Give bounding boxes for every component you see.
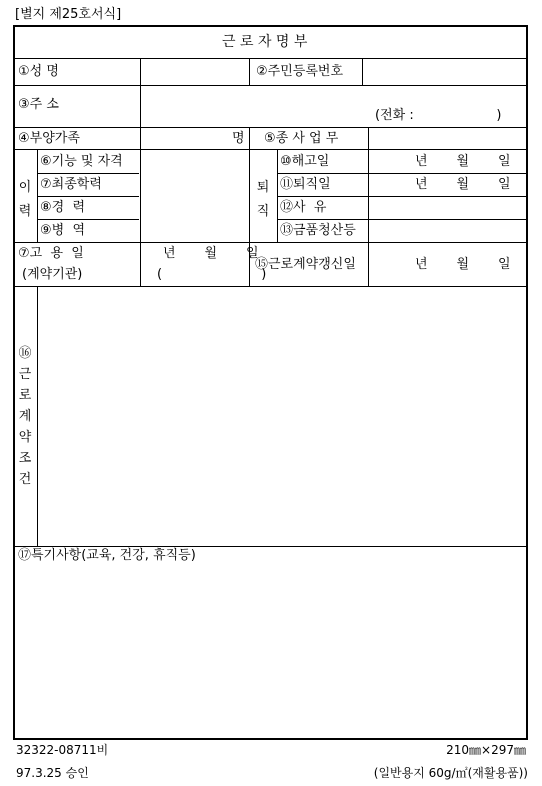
- military-label: ⑨병 역: [40, 223, 86, 238]
- col-divider: [249, 127, 250, 287]
- row-divider: [14, 286, 528, 287]
- paper-size: 210㎜×297㎜: [446, 743, 526, 757]
- job-label: ⑤종 사 업 무: [264, 131, 339, 146]
- col-divider: [368, 149, 369, 243]
- row-divider: [14, 58, 528, 59]
- hire-date-label: ⑦고 용 일: [18, 246, 84, 261]
- dismissal-date: 년 월 일: [415, 154, 511, 169]
- settlement-label: ⑬금품청산등: [280, 223, 356, 238]
- col-divider: [368, 127, 369, 150]
- rrn-label: ②주민등록번호: [256, 64, 344, 79]
- retire-date: 년 월 일: [415, 177, 511, 192]
- row-divider: [14, 242, 528, 243]
- row-divider: [14, 149, 528, 150]
- hire-date-value: 년 월 일: [163, 246, 259, 261]
- row-divider: [277, 173, 528, 174]
- row-divider: [14, 85, 528, 86]
- row-divider: [14, 127, 528, 128]
- conditions-label: ⑯근로계약조건: [18, 346, 32, 487]
- career-group-label: 이 력: [18, 180, 32, 219]
- address-label: ③주 소: [18, 97, 59, 112]
- dependents-unit: 명: [232, 131, 245, 146]
- hire-agency-label: (계약기관): [22, 267, 83, 282]
- col-divider: [368, 242, 369, 287]
- renewal-label: ⑮근로계약갱신일: [255, 257, 356, 272]
- col-divider: [140, 127, 141, 287]
- reason-label: ⑫사 유: [280, 200, 327, 215]
- col-divider: [249, 58, 250, 86]
- skills-label: ⑥기능 및 자격: [40, 154, 123, 169]
- col-divider: [140, 58, 141, 86]
- phone-label: (전화 : ): [375, 108, 502, 123]
- row-divider: [277, 196, 528, 197]
- form-code: 32322-08711비: [16, 743, 109, 757]
- dismissal-label: ⑩해고일: [280, 154, 330, 169]
- row-divider: [37, 173, 139, 174]
- dependents-label: ④부양가족: [18, 131, 80, 146]
- education-label: ⑦최종학력: [40, 177, 102, 192]
- notes-label: ⑰특기사항(교육, 건강, 휴직등): [18, 548, 196, 563]
- retire-group-label: 퇴 직: [256, 180, 270, 219]
- row-divider: [277, 219, 528, 220]
- row-divider: [37, 219, 139, 220]
- form-title: 근 로 자 명 부: [222, 34, 308, 50]
- row-divider: [37, 196, 139, 197]
- col-divider: [277, 149, 278, 243]
- name-label: ①성 명: [18, 64, 59, 79]
- col-divider: [362, 58, 363, 86]
- row-divider: [14, 546, 528, 547]
- col-divider: [37, 286, 38, 547]
- form-label: [별지 제25호서식]: [15, 7, 122, 22]
- experience-label: ⑧경 력: [40, 200, 86, 215]
- approval-date: 97.3.25 승인: [16, 766, 89, 780]
- renewal-date: 년 월 일: [415, 257, 511, 272]
- paper-type: (일반용지 60g/㎡(재활용품)): [373, 766, 528, 780]
- col-divider: [140, 85, 141, 128]
- col-divider: [37, 149, 38, 243]
- hire-agency-value: ( ): [157, 267, 267, 282]
- retire-date-label: ⑪퇴직일: [280, 177, 331, 192]
